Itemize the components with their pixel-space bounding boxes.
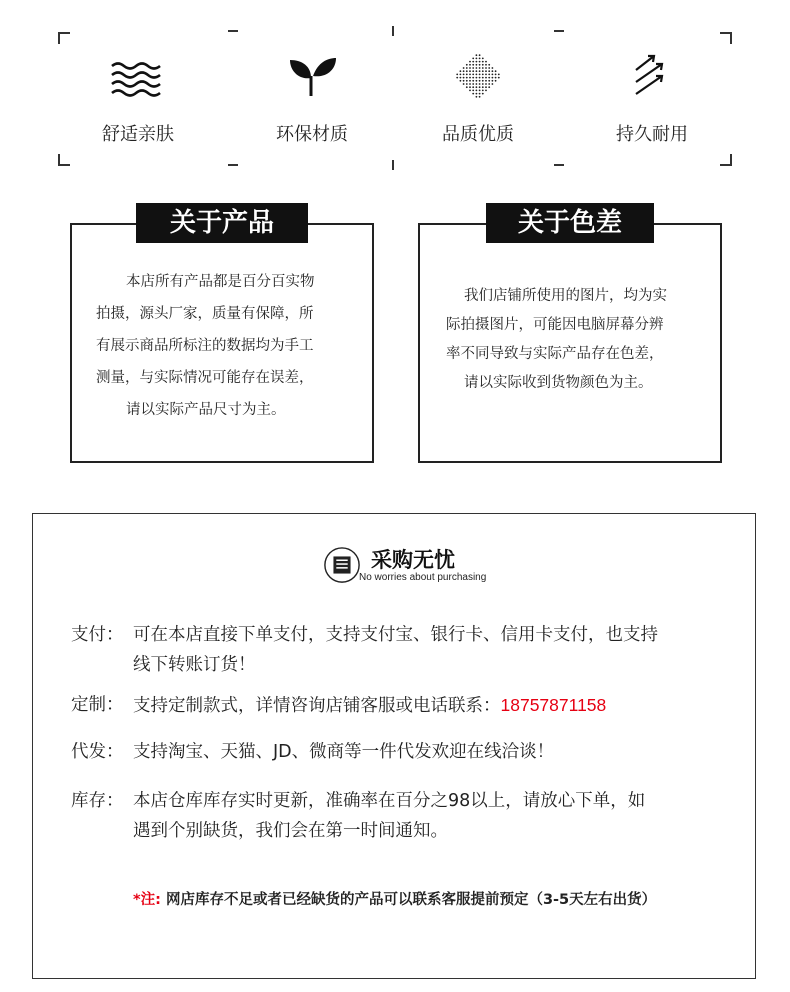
note-text: 网店库存不足或者已经缺货的产品可以联系客服提前预定（3-5天左右出货） bbox=[165, 892, 657, 908]
purchase-subtitle: No worries about purchasing bbox=[359, 572, 487, 583]
feature-comfort bbox=[58, 32, 218, 166]
tick-mark bbox=[554, 164, 564, 166]
feature-label: 环保材质 bbox=[276, 124, 348, 145]
custom-row bbox=[71, 690, 751, 720]
row-value bbox=[133, 737, 751, 767]
corner-mark bbox=[58, 32, 70, 44]
payment-row bbox=[71, 620, 751, 682]
text-line: 线下转账订货！ bbox=[133, 655, 256, 675]
tick-mark bbox=[554, 30, 564, 32]
text-line: 拍摄，源头厂家，质量有保障，所 bbox=[96, 306, 314, 322]
tick-mark bbox=[392, 160, 394, 170]
row-key: 库存： bbox=[71, 791, 124, 811]
tick-mark bbox=[392, 26, 394, 36]
feature-eco bbox=[232, 32, 392, 166]
text-line: 本店所有产品都是百分百实物 bbox=[126, 274, 315, 290]
dot-grid-diamond-icon bbox=[448, 50, 508, 102]
row-key: 代发： bbox=[71, 742, 124, 762]
text-line: 我们店铺所使用的图片，均为实 bbox=[464, 288, 667, 304]
dropship-row bbox=[71, 737, 751, 767]
leaf-sprout-icon bbox=[282, 50, 342, 102]
corner-mark bbox=[720, 32, 732, 44]
purchase-section bbox=[32, 513, 756, 979]
corner-mark bbox=[58, 154, 70, 166]
feature-label: 持久耐用 bbox=[616, 124, 688, 145]
row-key: 支付： bbox=[71, 625, 124, 645]
text-line: 可在本店直接下单支付，支持支付宝、银行卡、信用卡支付，也支持 bbox=[133, 625, 658, 645]
feature-quality bbox=[398, 32, 558, 166]
text-line: 率不同导致与实际产品存在色差， bbox=[446, 346, 664, 362]
phone-number[interactable]: 18757871158 bbox=[500, 695, 607, 715]
about-color-title: 关于色差 bbox=[486, 203, 654, 243]
text-line: 测量，与实际情况可能存在误差， bbox=[96, 370, 314, 386]
purchase-title: 采购无忧 bbox=[371, 548, 455, 572]
text-line: 际拍摄图片，可能因电脑屏幕分辨 bbox=[446, 317, 664, 333]
text-line: 本店仓库库存实时更新，准确率在百分之98以上，请放心下单，如 bbox=[133, 791, 646, 811]
row-value bbox=[133, 786, 751, 846]
text-line: 请以实际产品尺寸为主。 bbox=[126, 402, 286, 418]
tick-mark bbox=[228, 30, 238, 32]
corner-mark bbox=[720, 154, 732, 166]
wave-lines-icon bbox=[108, 50, 168, 102]
text-line: 请以实际收到货物颜色为主。 bbox=[464, 375, 653, 391]
stock-row bbox=[71, 786, 751, 848]
arrows-icon bbox=[622, 50, 682, 102]
text-line: 支持定制款式，详情咨询店铺客服或电话联系： bbox=[133, 696, 501, 716]
row-value bbox=[133, 620, 751, 680]
stock-note bbox=[133, 888, 753, 909]
feature-label: 品质优质 bbox=[442, 124, 514, 145]
feature-durable bbox=[572, 32, 732, 166]
about-product-text bbox=[96, 266, 358, 426]
text-line: 遇到个别缺货，我们会在第一时间通知。 bbox=[133, 821, 448, 841]
text-line: 支持淘宝、天猫、JD、微商等一件代发欢迎在线洽谈！ bbox=[133, 742, 555, 762]
list-doc-icon bbox=[323, 546, 361, 584]
text-line: 有展示商品所标注的数据均为手工 bbox=[96, 338, 314, 354]
row-value bbox=[133, 690, 751, 721]
row-key: 定制： bbox=[71, 695, 124, 715]
tick-mark bbox=[228, 164, 238, 166]
note-mark: *注: bbox=[133, 892, 161, 908]
about-color-text bbox=[446, 282, 708, 398]
about-product-title: 关于产品 bbox=[136, 203, 308, 243]
feature-label: 舒适亲肤 bbox=[102, 124, 174, 145]
